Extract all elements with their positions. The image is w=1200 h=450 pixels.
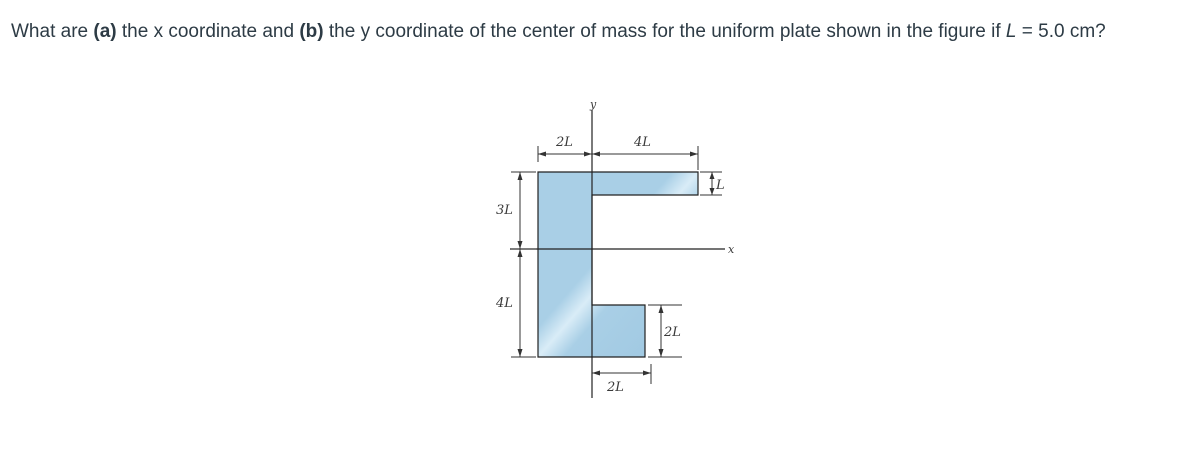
dim-notch-arrow-up: [659, 305, 664, 313]
dim-left-arrow-1: [518, 172, 523, 180]
label-b: (b): [299, 21, 324, 42]
dim-arm-arrow-down: [710, 188, 715, 195]
dim-label-left-upper: 3L: [496, 203, 513, 218]
dim-left-arrow-4: [518, 349, 523, 357]
dim-bottom-arrow-right: [643, 371, 651, 376]
dim-label-right-arm: L: [716, 178, 725, 193]
dim-arm-arrow-up: [710, 172, 715, 179]
dim-bottom-arrow-left: [592, 371, 600, 376]
dim-left-arrow-3: [518, 249, 523, 257]
dim-label-bottom: 2L: [607, 380, 624, 395]
dim-label-left-lower: 4L: [496, 296, 513, 311]
dim-label-notch: 2L: [664, 325, 681, 340]
y-axis-label: y: [590, 98, 597, 111]
question-part-2: the x coordinate and: [116, 21, 300, 42]
dim-top-arrow-3: [592, 152, 600, 157]
dim-left-arrow-2: [518, 241, 523, 249]
dim-label-top-right: 4L: [634, 135, 651, 150]
x-axis-label: x: [728, 243, 735, 256]
dim-top-arrow-4: [690, 152, 698, 157]
variable-l: L: [1005, 21, 1017, 42]
dim-notch-arrow-down: [659, 349, 664, 357]
question-part-3: the y coordinate of the center of mass for the uniform plate shown in the figure if: [323, 21, 1006, 42]
dim-top-arrow-1: [538, 152, 546, 157]
question-part-1: What are: [11, 21, 94, 42]
dim-label-top-left: 2L: [556, 135, 573, 150]
dim-top-arrow-2: [584, 152, 592, 157]
question-part-4: = 5.0 cm?: [1016, 21, 1106, 42]
label-a: (a): [93, 21, 117, 42]
